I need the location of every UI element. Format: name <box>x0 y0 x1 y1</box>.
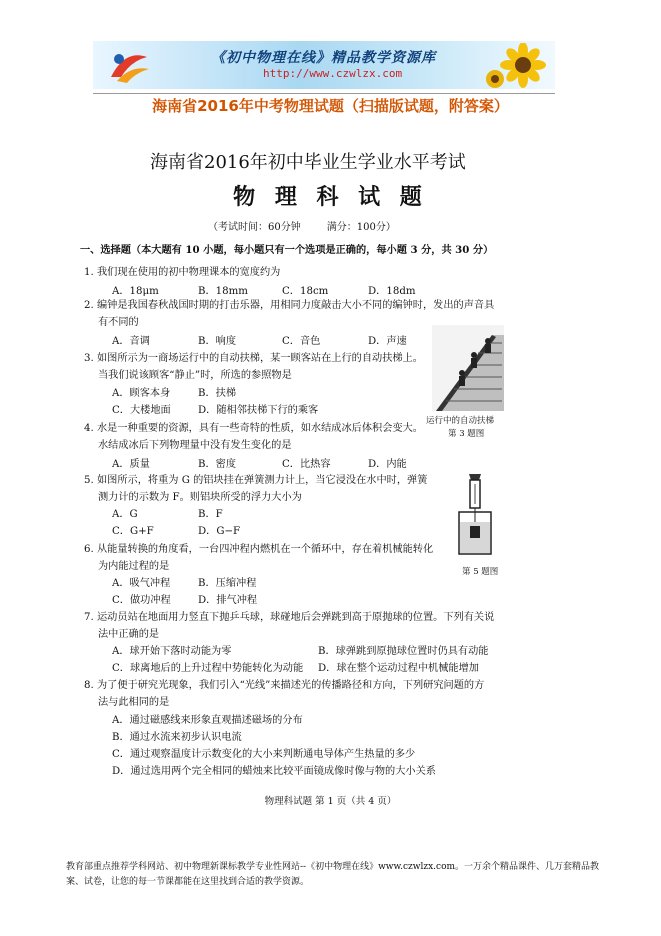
exam-title: 海南省2016年初中毕业生学业水平考试 <box>150 152 466 173</box>
escalator-figure <box>432 325 504 411</box>
q3-option-b: B．扶梯 <box>198 388 237 399</box>
q7-option-b: B．球弹跳到原抛球位置时仍具有动能 <box>318 646 489 657</box>
q4-option-a: A．质量 <box>112 459 150 470</box>
q5-option-a: A．G <box>112 509 138 520</box>
document-title: 海南省2016年中考物理试题（扫描版试题，附答案） <box>152 97 509 115</box>
q6-option-c: C．做功冲程 <box>112 595 171 606</box>
q8-stem-line1: 8. 为了便于研究光现象，我们引入“光线”来描述光的传播路径和方向，下列研究问题的方 <box>84 680 485 691</box>
q2-stem-line1: 2. 编钟是我国春秋战国时期的打击乐器，用相同力度敲击大小不同的编钟时，发出的声音具 <box>84 300 495 311</box>
q1-option-d: D．18dm <box>368 286 416 297</box>
q3-stem-line2: 当我们说该顾客“静止”时，所选的参照物是 <box>98 370 292 381</box>
q3-figure-label: 第 3 题图 <box>448 429 485 439</box>
q8-option-d: D．通过选用两个完全相同的蜡烛来比较平面镜成像时像与物的大小关系 <box>112 766 436 777</box>
q5-stem-line1: 5. 如图所示，将重为 G 的铝块挂在弹簧测力计上，当它浸没在水中时，弹簧 <box>84 475 428 486</box>
q7-stem-line2: 法中正确的是 <box>98 629 160 640</box>
q6-stem-line1: 6. 从能量转换的角度看，一台四冲程内燃机在一个循环中，存在着机械能转化 <box>84 544 434 555</box>
page-number: 物理科试题 第 1 页（共 4 页） <box>264 796 397 807</box>
q3-option-d: D．随相邻扶梯下行的乘客 <box>198 405 319 416</box>
q7-option-c: C．球离地后的上升过程中势能转化为动能 <box>112 663 304 674</box>
q1-stem: 1. 我们现在使用的初中物理课本的宽度约为 <box>84 267 281 278</box>
q4-option-b: B．密度 <box>198 459 237 470</box>
header-banner <box>93 41 555 89</box>
q5-option-d: D．G−F <box>198 526 241 537</box>
q2-option-a: A．音调 <box>112 336 150 347</box>
q2-stem-line2: 有不同的 <box>98 317 139 328</box>
q1-option-b: B．18mm <box>198 286 248 297</box>
exam-score: 满分：100分） <box>326 222 396 233</box>
q3-option-c: C．大楼地面 <box>112 405 171 416</box>
q6-option-d: D．排气冲程 <box>198 595 258 606</box>
q6-stem-line2: 为内能过程的是 <box>98 561 170 572</box>
q5-option-b: B．F <box>198 509 223 520</box>
q8-option-b: B．通过水流来初步认识电流 <box>112 732 242 743</box>
q6-option-b: B．压缩冲程 <box>198 578 257 589</box>
q2-option-c: C．音色 <box>282 336 321 347</box>
q1-option-a: A．18μm <box>112 286 159 297</box>
q7-option-d: D．球在整个运动过程中机械能增加 <box>318 663 479 674</box>
banner-title: 《初中物理在线》精品教学资源库 <box>211 50 436 66</box>
q4-option-c: C．比热容 <box>282 459 331 470</box>
q4-stem-line2: 水结成冰后下列物理量中没有发生变化的是 <box>98 440 292 451</box>
q2-option-b: B．响度 <box>198 336 237 347</box>
q8-option-a: A．通过磁感线来形象直观描述磁场的分布 <box>112 715 303 726</box>
q5-figure-label: 第 5 题图 <box>462 567 499 577</box>
q2-option-d: D．声速 <box>368 336 407 347</box>
header-rule <box>93 93 555 94</box>
section-heading: 一、选择题（本大题有 10 小题，每小题只有一个选项是正确的，每小题 3 分，共 30 分） <box>80 244 494 256</box>
q7-option-a: A．球开始下落时动能为零 <box>112 646 232 657</box>
exam-info <box>208 218 396 233</box>
spring-scale-figure <box>455 472 495 558</box>
sunflower-icon <box>483 43 551 89</box>
q3-option-a: A．顾客本身 <box>112 388 171 399</box>
q5-stem-line2: 测力计的示数为 F。则铝块所受的浮力大小为 <box>98 492 302 503</box>
q7-stem-line1: 7. 运动员站在地面用力竖直下抛乒乓球，球碰地后会弹跳到高于原抛球的位置。下列有关说 <box>84 612 495 623</box>
site-footnote: 教育部重点推荐学科网站、初中物理新课标教学专业性网站--《初中物理在线》www.czwlzx.com。一万余个精品课件、几万套精品教案、试卷，让您的每一节课都能在这里找到合适的教学资源。 <box>66 862 600 887</box>
exam-time: （考试时间：60分钟 <box>208 222 301 233</box>
q4-option-d: D．内能 <box>368 459 407 470</box>
q3-stem-line1: 3. 如图所示为一商场运行中的自动扶梯，某一顾客站在上行的自动扶梯上。 <box>84 353 423 364</box>
site-logo-icon <box>107 47 151 85</box>
q6-option-a: A．吸气冲程 <box>112 578 171 589</box>
q8-option-c: C．通过观察温度计示数变化的大小来判断通电导体产生热量的多少 <box>112 749 416 760</box>
q8-stem-line2: 法与此相同的是 <box>98 697 170 708</box>
q5-option-c: C．G+F <box>112 526 154 537</box>
exam-subject: 物 理 科 试 题 <box>233 184 428 210</box>
q4-stem-line1: 4. 水是一种重要的资源，具有一些奇特的性质，如水结成冰后体积会变大。 <box>84 423 423 434</box>
q3-figure-caption: 运行中的自动扶梯 <box>426 416 495 426</box>
q1-option-c: C．18cm <box>282 286 329 297</box>
banner-url[interactable]: http://www.czwlzx.com <box>263 67 403 80</box>
